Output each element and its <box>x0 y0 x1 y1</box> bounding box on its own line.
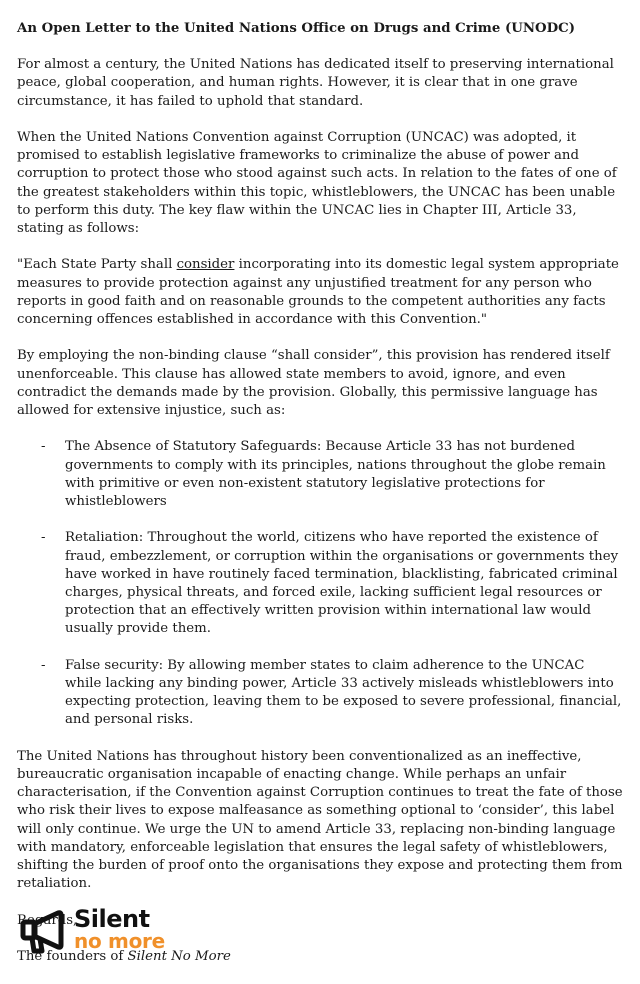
quote-text-end: incorporating into its domestic legal system appropriate measures to provide protection against any unjustified treatment for any person who reports in good faith and on reasonable grounds to the competent authorities any facts concerning offences established in accordance with this Convention." <box>17 257 619 328</box>
silent-no-more-logo <box>20 906 180 956</box>
list-dash: - <box>41 530 46 546</box>
list-dash: - <box>41 657 46 673</box>
letter-body <box>17 20 623 984</box>
paragraph-clause: By employing the non-binding clause “shall consider”, this provision has rendered itself unenforceable. This clause has allowed state members to avoid, ignore, and even contradict the demands made by the provision. Globally, this permissive language has allowed for extensive injustice, such as: <box>17 348 610 419</box>
quote-underlined-word: consider <box>176 257 235 273</box>
paragraph-uncac: When the United Nations Convention against Corruption (UNCAC) was adopted, it promised to establish legislative frameworks to criminalize the abuse of power and corruption to protect those who stood against such acts. In relation to the fates of one of the greatest stakeholders within this topic, whistleblowers, the UNCAC has been unable to perform this duty. The key flaw within the UNCAC lies in Chapter III, Article 33, stating as follows: <box>17 130 617 237</box>
paragraph-intro: For almost a century, the United Nations has dedicated itself to preserving international peace, global cooperation, and human rights. However, it is clear that in one grave circumstance, it has failed to uphold that standard. <box>17 57 614 109</box>
list-dash: - <box>41 439 46 455</box>
list-item-text: Retaliation: Throughout the world, citizens who have reported the existence of fraud, embezzlement, or corruption within the organisations or governments they have worked in have routinely faced termination, blacklisting, fabricated criminal charges, physical threats, and forced exile, lacking sufficient legal resources or protection that an effectively written provision within international law would usually provide them. <box>65 530 619 637</box>
signoff-prefix: The founders of <box>17 949 128 965</box>
logo-word-silent: Silent <box>74 905 150 933</box>
article-quote <box>17 256 623 329</box>
signoff-org-name: Silent No More <box>127 949 231 965</box>
letter-title: An Open Letter to the United Nations Office on Drugs and Crime (UNODC) <box>17 21 575 36</box>
logo-word-no-more: no more <box>74 929 165 953</box>
regards-line: Regards, <box>17 912 78 928</box>
list-item-text: False security: By allowing member states to claim adherence to the UNCAC while lacking any binding power, Article 33 actively misleads whistleblowers into expecting protection, leaving them to be exposed to severe professional, financial, and personal risks. <box>65 657 622 728</box>
list-item-text: The Absence of Statutory Safeguards: Because Article 33 has not burdened governments to comply with its principles, nations throughout the globe remain with primitive or even non-existent statutory legislative protections for whistleblowers <box>65 439 606 510</box>
quote-text-start: "Each State Party shall <box>17 257 177 273</box>
paragraph-conclusion: The United Nations has throughout history been conventionalized as an ineffective, bureaucratic organisation incapable of enacting change. While perhaps an unfair characterisation, if the Convention against Corruption continues to treat the fate of those who risk their lives to expose malfeasance as something optional to ‘consider’, this label will only continue. We urge the UN to amend Article 33, replacing non-binding language with mandatory, enforceable legislation that ensures the legal safety of whistleblowers, shifting the burden of proof onto the organisations they expose and protecting them from retaliation. <box>17 748 623 892</box>
list-item <box>17 438 623 511</box>
list-item <box>17 657 623 730</box>
list-item <box>17 529 623 638</box>
megaphone-icon <box>20 910 72 954</box>
injustice-list <box>17 438 623 729</box>
